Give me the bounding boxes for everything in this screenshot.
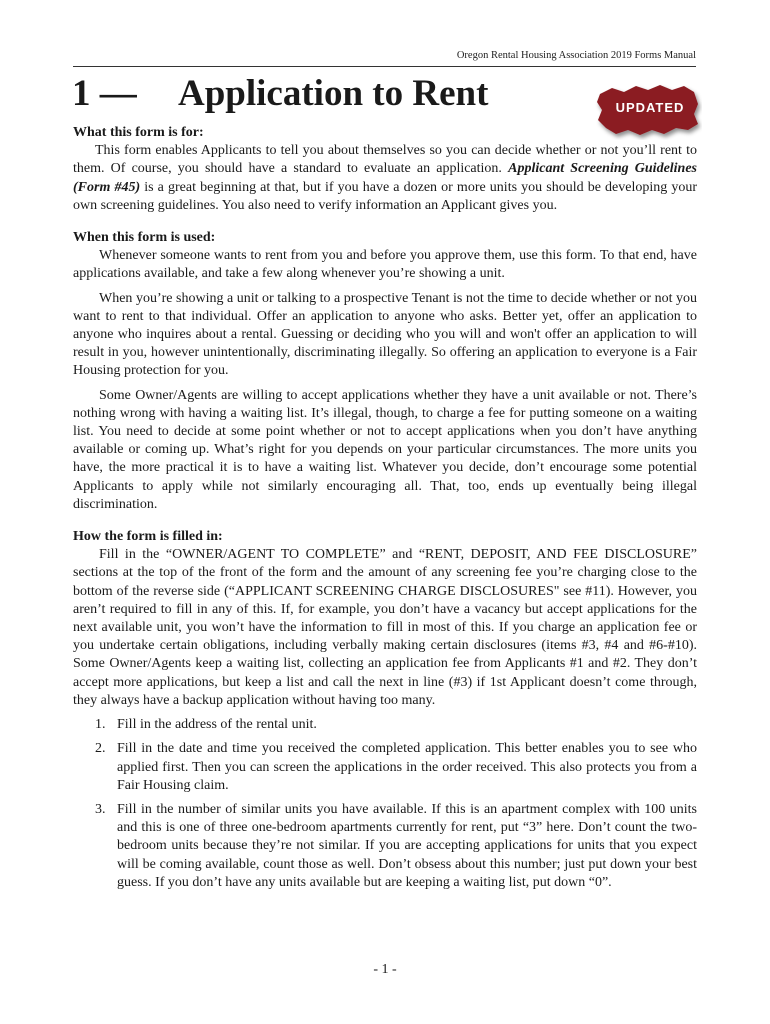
running-header: Oregon Rental Housing Association 2019 Forms Manual	[456, 50, 696, 61]
section-heading-how: How the form is filled in:	[73, 529, 223, 545]
paragraph-how-1: Fill in the “OWNER/AGENT TO COMPLETE” and “RENT, DEPOSIT, AND FEE DISCLOSURE” sections at the top of the front of the form and the amount of any screening fee you’re charging close to the bottom of the reverse side (“APPLICANT SCREENING CHARGE DISCLOSURES" see #11). However, you aren’t required to fill in any of this. If, for example, you don’t have a vacancy but accept applications for the next available unit, you won’t have the information to fill in most of this. If you charge an application fee or you undertake certain obligations, including verbally making certain disclosures (items #3, #4 and #6-#10). Some Owner/Agents keep a waiting list, collecting an application fee from Applicants #1 and #2. They don’t accept more applications, but keep a list and call the next in line (#3) if 1st Applicant doesn’t come through, they always have a backup application without having too many.	[73, 547, 697, 708]
updated-badge-label: UPDATED	[615, 100, 685, 115]
page-number: - 1 -	[373, 962, 397, 977]
header-rule	[73, 66, 696, 67]
paragraph-when-3: Some Owner/Agents are willing to accept applications whether they have a unit available or not. There’s nothing wrong with having a waiting list. It’s illegal, though, to charge a fee for putting someone on a waiting list. You need to decide at some point whether or not to accept applications when you don’t have anything available or coming up. What’s right for you depends on your particular circumstances. The more units you have, the more practical it is to have a waiting list. Whatever you decide, don’t encourage some potential Applicants to apply while not similarly encouraging all. That, too, ends up eventually being illegal discrimination.	[73, 387, 697, 512]
list-item: 3. Fill in the number of similar units you have available. If this is an apartment complex with 100 units and this is one of three one-bedroom apartments currently for rent, put “3” here. Don’t count the two-bedroom units because they’re not similar. If you are accepting applications for units that you expect will be coming available, count those as well. Don’t obsess about this number; just put down your best guess. If you don’t have any units available but are keeping a waiting list, put down “0”.	[95, 801, 697, 890]
list-item: 1. Fill in the address of the rental unit.	[95, 717, 317, 733]
section-heading-when: When this form is used:	[73, 230, 216, 246]
title-text: Application to Rent	[178, 73, 489, 114]
section-heading-what: What this form is for:	[73, 125, 204, 140]
form-reference: Applicant Screening Guidelines (Form #45)	[73, 161, 698, 195]
paragraph-what: This form enables Applicants to tell you about themselves so you can decide whether or not you’ll rent to them. Of course, you should have a standard to evaluate an application. Applicant Screening Guidelines (Form #45) is a great beginning at that, but if you have a dozen or more units you should be developing your own screening guidelines. You also need to verify information an Applicant gives you.	[73, 143, 698, 213]
page-title	[72, 72, 488, 116]
list-item: 2. Fill in the date and time you received the completed application. This better enables you to see who applied first. Then you can screen the applications in the order received. This also protects you from a Fair Housing claim.	[95, 741, 697, 793]
title-number: 1 —	[72, 73, 137, 114]
paragraph-when-2: When you’re showing a unit or talking to a prospective Tenant is not the time to decide whether or not you want to rent to that individual. Offer an application to anyone who asks. Better yet, offer an application to anyone who inquires about a rental. Guessing or deciding who you will and won't offer an application to will result in you, however unintentionally, discriminating illegally. So offering an application to everyone is a Fair Housing protection for you.	[73, 290, 697, 379]
instruction-list	[73, 716, 697, 892]
paragraph-when-1: Whenever someone wants to rent from you and before you approve them, use this form. To that end, have applications available, and take a few along whenever you’re showing a unit.	[73, 248, 697, 282]
document-body	[73, 124, 697, 898]
